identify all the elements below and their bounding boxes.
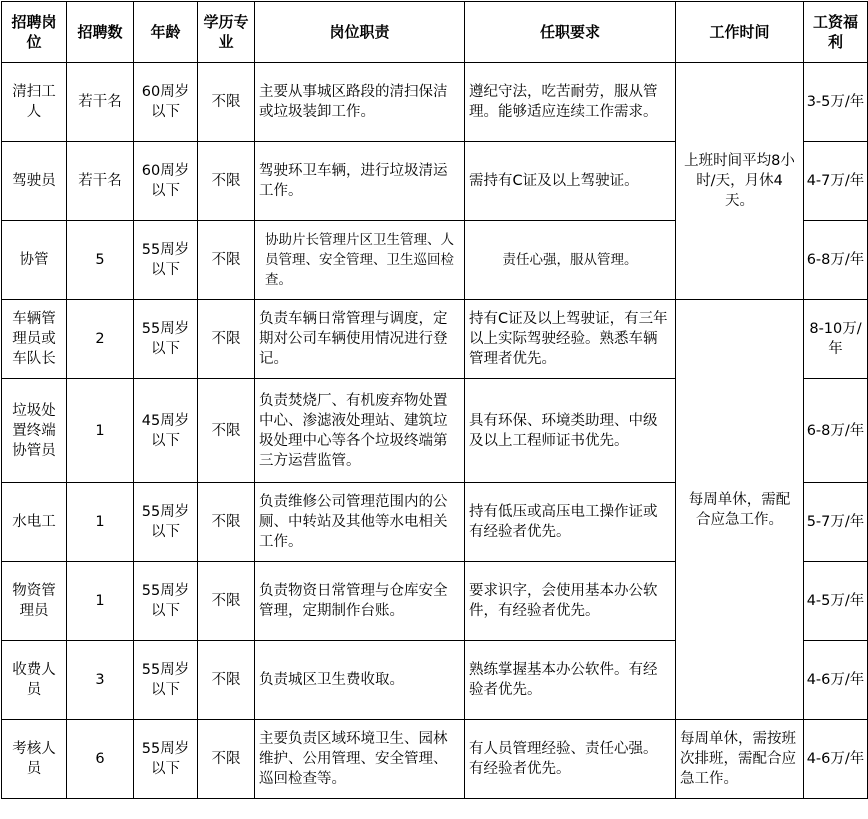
cell-count: 5 [67,221,134,300]
cell-requirements: 要求识字，会使用基本办公软件，有经验者优先。 [465,562,676,641]
cell-salary: 4-5万/年 [804,562,868,641]
header-count: 招聘数 [67,2,134,63]
cell-work-time: 每周单休，需配合应急工作。 [676,300,804,720]
header-salary: 工资福利 [804,2,868,63]
cell-requirements: 遵纪守法，吃苦耐劳，服从管理。能够适应连续工作需求。 [465,63,676,142]
cell-count: 若干名 [67,63,134,142]
header-duties: 岗位职责 [255,2,465,63]
cell-education: 不限 [198,720,255,799]
cell-education: 不限 [198,221,255,300]
cell-requirements: 具有环保、环境类助理、中级及以上工程师证书优先。 [465,379,676,483]
cell-position: 水电工 [2,483,67,562]
cell-work-time: 上班时间平均8小时/天，月休4天。 [676,63,804,300]
cell-salary: 4-6万/年 [804,641,868,720]
cell-duties: 协助片长管理片区卫生管理、人员管理、安全管理、卫生巡回检查。 [255,221,465,300]
cell-age: 55周岁以下 [134,221,198,300]
header-work-time: 工作时间 [676,2,804,63]
cell-salary: 6-8万/年 [804,221,868,300]
cell-age: 55周岁以下 [134,641,198,720]
cell-duties: 负责城区卫生费收取。 [255,641,465,720]
cell-duties: 负责车辆日常管理与调度，定期对公司车辆使用情况进行登记。 [255,300,465,379]
cell-salary: 8-10万/年 [804,300,868,379]
cell-age: 60周岁以下 [134,63,198,142]
cell-education: 不限 [198,300,255,379]
cell-education: 不限 [198,63,255,142]
cell-salary: 5-7万/年 [804,483,868,562]
cell-requirements: 责任心强，服从管理。 [465,221,676,300]
cell-position: 驾驶员 [2,142,67,221]
cell-requirements: 熟练掌握基本办公软件。有经验者优先。 [465,641,676,720]
cell-count: 6 [67,720,134,799]
cell-requirements: 有人员管理经验、责任心强。有经验者优先。 [465,720,676,799]
cell-count: 2 [67,300,134,379]
cell-position: 垃圾处置终端协管员 [2,379,67,483]
cell-education: 不限 [198,483,255,562]
cell-requirements: 持有C证及以上驾驶证，有三年以上实际驾驶经验。熟悉车辆管理者优先。 [465,300,676,379]
table-row [2,300,868,379]
recruitment-table [1,1,868,799]
cell-salary: 4-7万/年 [804,142,868,221]
cell-duties: 驾驶环卫车辆，进行垃圾清运工作。 [255,142,465,221]
cell-age: 45周岁以下 [134,379,198,483]
header-row [2,2,868,63]
table-row [2,63,868,142]
cell-requirements: 需持有C证及以上驾驶证。 [465,142,676,221]
cell-duties: 主要从事城区路段的清扫保洁或垃圾装卸工作。 [255,63,465,142]
header-requirements: 任职要求 [465,2,676,63]
cell-salary: 6-8万/年 [804,379,868,483]
header-position: 招聘岗位 [2,2,67,63]
cell-position: 协管 [2,221,67,300]
cell-age: 55周岁以下 [134,562,198,641]
cell-count: 1 [67,379,134,483]
cell-age: 55周岁以下 [134,300,198,379]
cell-count: 1 [67,562,134,641]
table-row [2,720,868,799]
header-education: 学历专业 [198,2,255,63]
cell-education: 不限 [198,641,255,720]
cell-position: 考核人员 [2,720,67,799]
cell-position: 车辆管理员或车队长 [2,300,67,379]
cell-count: 1 [67,483,134,562]
cell-age: 55周岁以下 [134,720,198,799]
header-age: 年龄 [134,2,198,63]
cell-salary: 3-5万/年 [804,63,868,142]
cell-duties: 负责焚烧厂、有机废弃物处置中心、渗滤液处理站、建筑垃圾处理中心等各个垃圾终端第三方运营监管。 [255,379,465,483]
cell-count: 3 [67,641,134,720]
cell-position: 物资管理员 [2,562,67,641]
cell-duties: 负责物资日常管理与仓库安全管理，定期制作台账。 [255,562,465,641]
cell-education: 不限 [198,142,255,221]
cell-salary: 4-6万/年 [804,720,868,799]
cell-education: 不限 [198,379,255,483]
cell-work-time: 每周单休，需按班次排班，需配合应急工作。 [676,720,804,799]
cell-age: 60周岁以下 [134,142,198,221]
cell-duties: 主要负责区域环境卫生、园林维护、公用管理、安全管理、巡回检查等。 [255,720,465,799]
cell-duties: 负责维修公司管理范围内的公厕、中转站及其他等水电相关工作。 [255,483,465,562]
cell-position: 清扫工人 [2,63,67,142]
cell-requirements: 持有低压或高压电工操作证或有经验者优先。 [465,483,676,562]
cell-position: 收费人员 [2,641,67,720]
cell-count: 若干名 [67,142,134,221]
cell-age: 55周岁以下 [134,483,198,562]
cell-education: 不限 [198,562,255,641]
